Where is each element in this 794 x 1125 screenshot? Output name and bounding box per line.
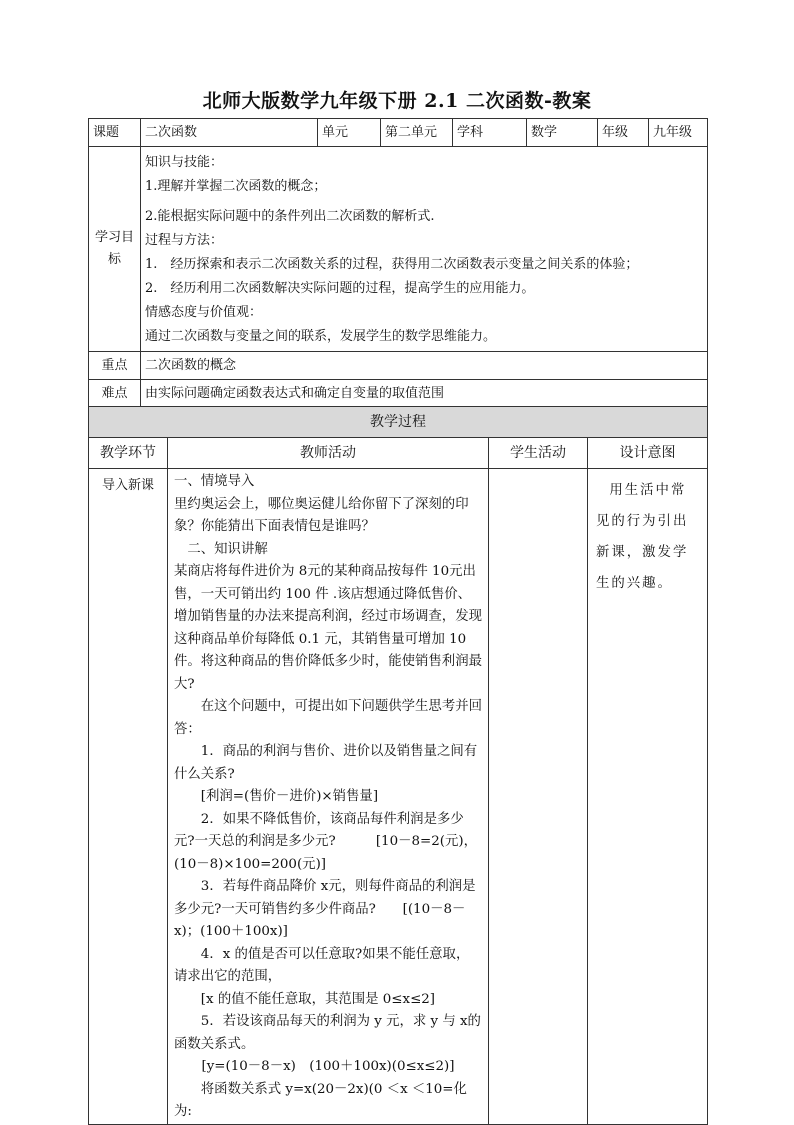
topic-value: 二次函数 xyxy=(141,119,318,147)
subject-value: 数学 xyxy=(527,119,598,147)
teacher-line: [利润=(售价－进价)×销售量] xyxy=(200,789,379,804)
page-title: 北师大版数学九年级下册 2.1 二次函数-教案 xyxy=(202,90,592,112)
teacher-line: 一、情境导入 xyxy=(174,474,255,489)
subject-label: 学科 xyxy=(453,119,527,147)
header-student: 学生活动 xyxy=(489,438,588,469)
header-design: 设计意图 xyxy=(588,438,708,469)
objective-line: 1.理解并掌握二次函数的概念； xyxy=(145,179,327,194)
stage-label: 导入新课 xyxy=(89,469,168,1125)
objective-line: 过程与方法： xyxy=(145,233,224,248)
objectives-body xyxy=(141,147,708,352)
teacher-line: 某商店将每件进价为 8元的某种商品按每件 10元出售，一天可销出约 100 件 .该店想通过降低售价、增加销售量的办法来提高利润，经过市场调查，发现这种商品单价每降低 0.1 元，其销售量可增加 10件。将这种商品的售价降低多少时，能使销售利润最大? xyxy=(174,564,482,692)
header-stage: 教学环节 xyxy=(89,438,168,469)
teacher-line: [y=(10－8－x) (100＋100x)(0≤x≤2)] xyxy=(201,1059,455,1074)
teacher-line: 3．若每件商品降价 x元，则每件商品的利润是多少元?一天可销售约多少件商品? [(10－8－x)；(100＋100x)] xyxy=(174,879,476,939)
objective-line: 通过二次函数与变量之间的联系，发展学生的数学思维能力。 xyxy=(145,329,497,344)
teacher-activity xyxy=(168,469,489,1125)
unit-value: 第二单元 xyxy=(381,119,453,147)
lesson-info-table xyxy=(88,118,708,408)
objective-line: 知识与技能： xyxy=(145,155,224,170)
header-teacher: 教师活动 xyxy=(168,438,489,469)
student-activity xyxy=(489,469,588,1125)
objective-line: 2. 经历利用二次函数解决实际问题的过程，提高学生的应用能力。 xyxy=(145,281,535,296)
teacher-line: 1．商品的利润与售价、进价以及销售量之间有什么关系? xyxy=(174,744,478,782)
teacher-line: 2．如果不降低售价，该商品每件利润是多少元?一天总的利润是多少元? [10－8=2(元)，(10－8)×100=200(元)] xyxy=(174,811,477,872)
teacher-line: [x 的值不能任意取，其范围是 0≤x≤2] xyxy=(200,991,436,1007)
design-intent xyxy=(588,469,708,1125)
grade-label: 年级 xyxy=(598,119,649,147)
objective-line: 情感态度与价值观： xyxy=(145,305,263,320)
key-point-value: 二次函数的概念 xyxy=(141,352,708,380)
objective-line: 1. 经历探索和表示二次函数关系的过程，获得用二次函数表示变量之间关系的体验； xyxy=(145,257,639,272)
unit-label: 单元 xyxy=(318,119,381,147)
teacher-line: 将函数关系式 y=x(20－2x)(0 ＜x ＜10=化为: xyxy=(174,1081,467,1119)
teacher-line: 二、知识讲解 xyxy=(187,541,268,557)
teacher-line: 5．若设该商品每天的利润为 y 元，求 y 与 x的函数关系式。 xyxy=(174,1014,481,1052)
teacher-line: 在这个问题中，可提出如下问题供学生思考并回答： xyxy=(174,699,482,737)
topic-label: 课题 xyxy=(89,119,141,147)
grade-value: 九年级 xyxy=(649,119,708,147)
difficulty-value: 由实际问题确定函数表达式和确定自变量的取值范围 xyxy=(141,380,708,408)
teaching-process-table xyxy=(88,406,708,1125)
objectives-label: 学习目标 xyxy=(89,147,141,352)
design-intent-text: 用生活中常见的行为引出新课，激发学生的兴趣。 xyxy=(596,483,689,591)
objective-line: 2.能根据实际问题中的条件列出二次函数的解析式. xyxy=(145,209,435,224)
teacher-line: 里约奥运会上，哪位奥运健儿给你留下了深刻的印象？你能猜出下面表情包是谁吗？ xyxy=(174,496,469,534)
process-title: 教学过程 xyxy=(89,407,708,438)
difficulty-label: 难点 xyxy=(89,380,141,408)
key-point-label: 重点 xyxy=(89,352,141,380)
teacher-line: 4．x 的值是否可以任意取?如果不能任意取，请求出它的范围， xyxy=(174,946,470,984)
